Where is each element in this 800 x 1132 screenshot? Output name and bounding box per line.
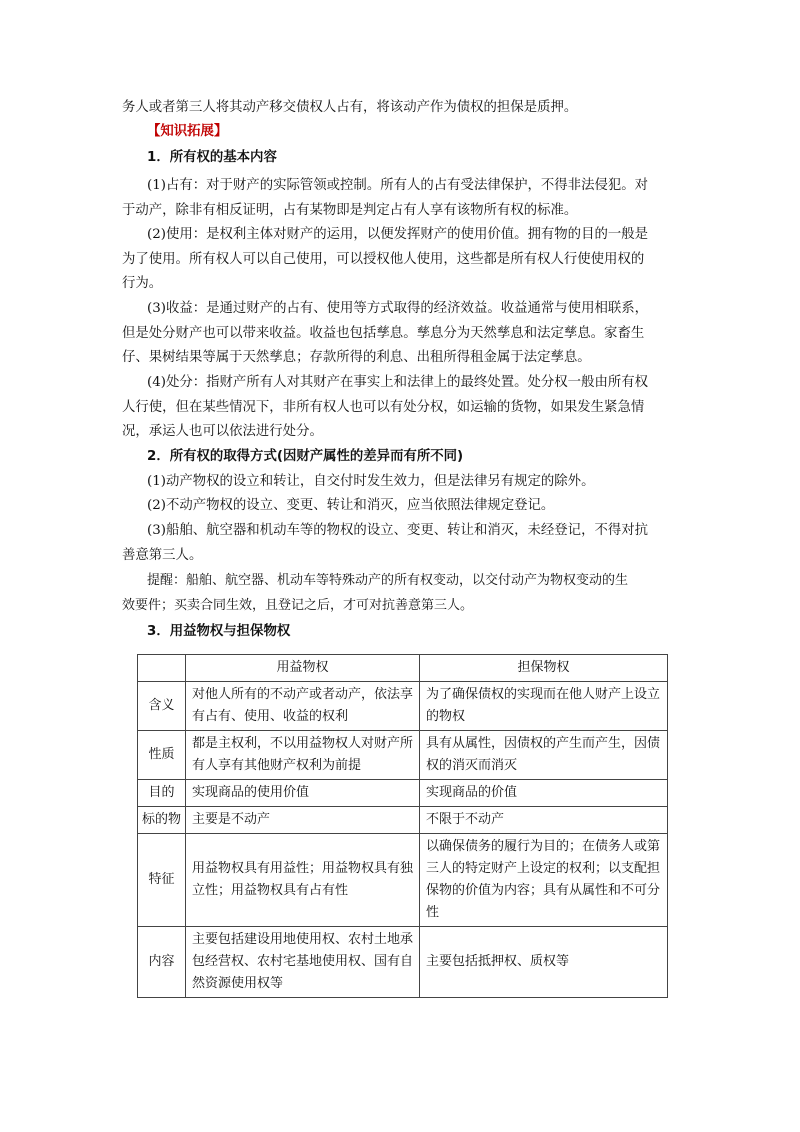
cell-usufruct: 都是主权利，不以用益物权人对财产所有人享有其他财产权利为前提 (186, 731, 420, 780)
row-label-purpose: 目的 (138, 780, 186, 807)
row-label-content: 内容 (138, 927, 186, 998)
table-row (138, 731, 668, 780)
cell-security: 实现商品的价值 (420, 780, 668, 807)
cell-security: 以确保债务的履行为目的；在债务人或第三人的特定财产上设定的权利；以支配担保物的价值为内容；具有从属性和不可分性 (420, 834, 668, 927)
cell-security: 主要包括抵押权、质权等 (420, 927, 668, 998)
table-header-security: 担保物权 (420, 655, 668, 682)
s1-p2-line1: (2)使用：是权利主体对财产的运用，以便发挥财产的使用价值。拥有物的目的一般是 (147, 227, 649, 242)
row-label-features: 特征 (138, 834, 186, 927)
section-3-title: 3．用益物权与担保物权 (147, 624, 291, 639)
cell-security: 为了确保债权的实现而在他人财产上设立的物权 (420, 682, 668, 731)
cell-security: 具有从属性，因债权的产生而产生，因债权的消灭而消灭 (420, 731, 668, 780)
cell-usufruct: 实现商品的使用价值 (186, 780, 420, 807)
s1-p2-line2: 为了使用。所有权人可以自己使用，可以授权他人使用，这些都是所有权人行使使用权的 (122, 252, 645, 267)
row-label-nature: 性质 (138, 731, 186, 780)
cell-usufruct: 用益物权具有用益性；用益物权具有独立性；用益物权具有占有性 (186, 834, 420, 927)
s1-p3-line3: 仔、果树结果等属于天然孳息；存款所得的利息、出租所得租金属于法定孳息。 (122, 350, 591, 365)
table-corner-cell (138, 655, 186, 682)
table-row (138, 807, 668, 834)
section-1-title: 1．所有权的基本内容 (147, 150, 277, 165)
row-label-object: 标的物 (138, 807, 186, 834)
cell-security: 不限于不动产 (420, 807, 668, 834)
comparison-table (137, 654, 668, 998)
cell-usufruct: 对他人所有的不动产或者动产，依法享有占有、使用、收益的权利 (186, 682, 420, 731)
s2-p2: (2)不动产物权的设立、变更、转让和消灭，应当依照法律规定登记。 (147, 498, 555, 513)
s2-p1: (1)动产物权的设立和转让，自交付时发生效力，但是法律另有规定的除外。 (147, 474, 595, 489)
intro-line: 务人或者第三人将其动产移交债权人占有，将该动产作为债权的担保是质押。 (122, 100, 578, 115)
s2-note-line2: 效要件；买卖合同生效，且登记之后，才可对抗善意第三人。 (122, 598, 474, 613)
table-row (138, 682, 668, 731)
table-row (138, 834, 668, 927)
s2-note-line1: 提醒：船舶、航空器、机动车等特殊动产的所有权变动，以交付动产为物权变动的生 (147, 573, 629, 588)
s1-p3-line2: 但是处分财产也可以带来收益。收益也包括孳息。孳息分为天然孳息和法定孳息。家畜生 (122, 326, 645, 341)
knowledge-heading: 【知识拓展】 (147, 124, 228, 139)
table-row (138, 780, 668, 807)
table-header-row (138, 655, 668, 682)
s1-p4-line1: (4)处分：指财产所有人对其财产在事实上和法律上的最终处置。处分权一般由所有权 (147, 375, 649, 390)
s1-p4-line2: 人行使，但在某些情况下，非所有权人也可以有处分权，如运输的货物，如果发生紧急情 (122, 400, 645, 415)
row-label-meaning: 含义 (138, 682, 186, 731)
s1-p1-line1: (1)占有：对于财产的实际管领或控制。所有人的占有受法律保护，不得非法侵犯。对 (147, 178, 649, 193)
table-header-usufruct: 用益物权 (186, 655, 420, 682)
s1-p1-line2: 于动产，除非有相反证明，占有某物即是判定占有人享有该物所有权的标准。 (122, 203, 578, 218)
cell-usufruct: 主要包括建设用地使用权、农村土地承包经营权、农村宅基地使用权、国有自然资源使用权等 (186, 927, 420, 998)
section-2-title: 2．所有权的取得方式(因财产属性的差异而有所不同) (147, 449, 464, 464)
s2-p3-line2: 善意第三人。 (122, 548, 203, 563)
s1-p3-line1: (3)收益：是通过财产的占有、使用等方式取得的经济效益。收益通常与使用相联系， (147, 301, 649, 316)
s1-p2-line3: 行为。 (122, 276, 163, 291)
s1-p4-line3: 况，承运人也可以依法进行处分。 (122, 424, 323, 439)
cell-usufruct: 主要是不动产 (186, 807, 420, 834)
s2-p3-line1: (3)船舶、航空器和机动车等的物权的设立、变更、转让和消灭，未经登记，不得对抗 (147, 523, 649, 538)
table-row (138, 927, 668, 998)
